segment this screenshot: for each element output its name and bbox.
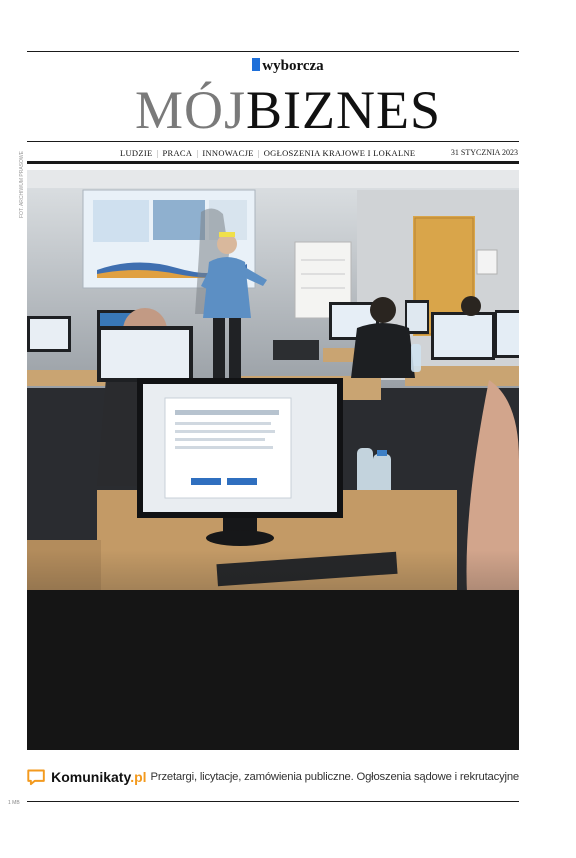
wyborcza-square-icon — [252, 58, 260, 71]
nav-separator: | — [257, 148, 260, 158]
masthead-rule — [27, 141, 519, 142]
classroom-illustration — [27, 170, 519, 750]
masthead-title-part1: MÓJ — [134, 80, 247, 140]
top-rule — [27, 51, 519, 52]
nav-rule — [27, 161, 519, 164]
bottom-rule — [27, 801, 519, 802]
nav-separator: | — [156, 148, 159, 158]
masthead-title-part2: BIZNES — [246, 80, 442, 140]
advert-footer[interactable] — [27, 764, 519, 790]
wyborcza-logo[interactable] — [0, 58, 576, 75]
nav-separator: | — [196, 148, 199, 158]
nav-item-praca[interactable]: PRACA — [162, 148, 193, 158]
page-marker: 1 MB — [8, 800, 20, 806]
nav-item-ludzie[interactable]: LUDZIE — [120, 148, 153, 158]
speech-bubble-icon — [27, 765, 45, 789]
section-nav — [120, 148, 415, 158]
komunikaty-logo — [51, 769, 146, 785]
komunikaty-main: Komunikaty — [51, 769, 131, 785]
issue-date: 31 STYCZNIA 2023 — [450, 148, 518, 157]
cover-photo — [27, 170, 519, 750]
nav-item-innowacje[interactable]: INNOWACJE — [202, 148, 254, 158]
masthead-title — [0, 80, 576, 140]
komunikaty-suffix: .pl — [130, 769, 147, 785]
komunikaty-description: Przetargi, licytacje, zamówienia publiczne. Ogłoszenia sądowe i rekrutacyjne — [150, 771, 519, 783]
wyborcza-label: wyborcza — [262, 58, 324, 74]
nav-item-ogloszenia[interactable]: OGŁOSZENIA KRAJOWE I LOKALNE — [263, 148, 416, 158]
photo-credit: FOT. ARCHIWUM PRASOWE — [19, 151, 25, 218]
